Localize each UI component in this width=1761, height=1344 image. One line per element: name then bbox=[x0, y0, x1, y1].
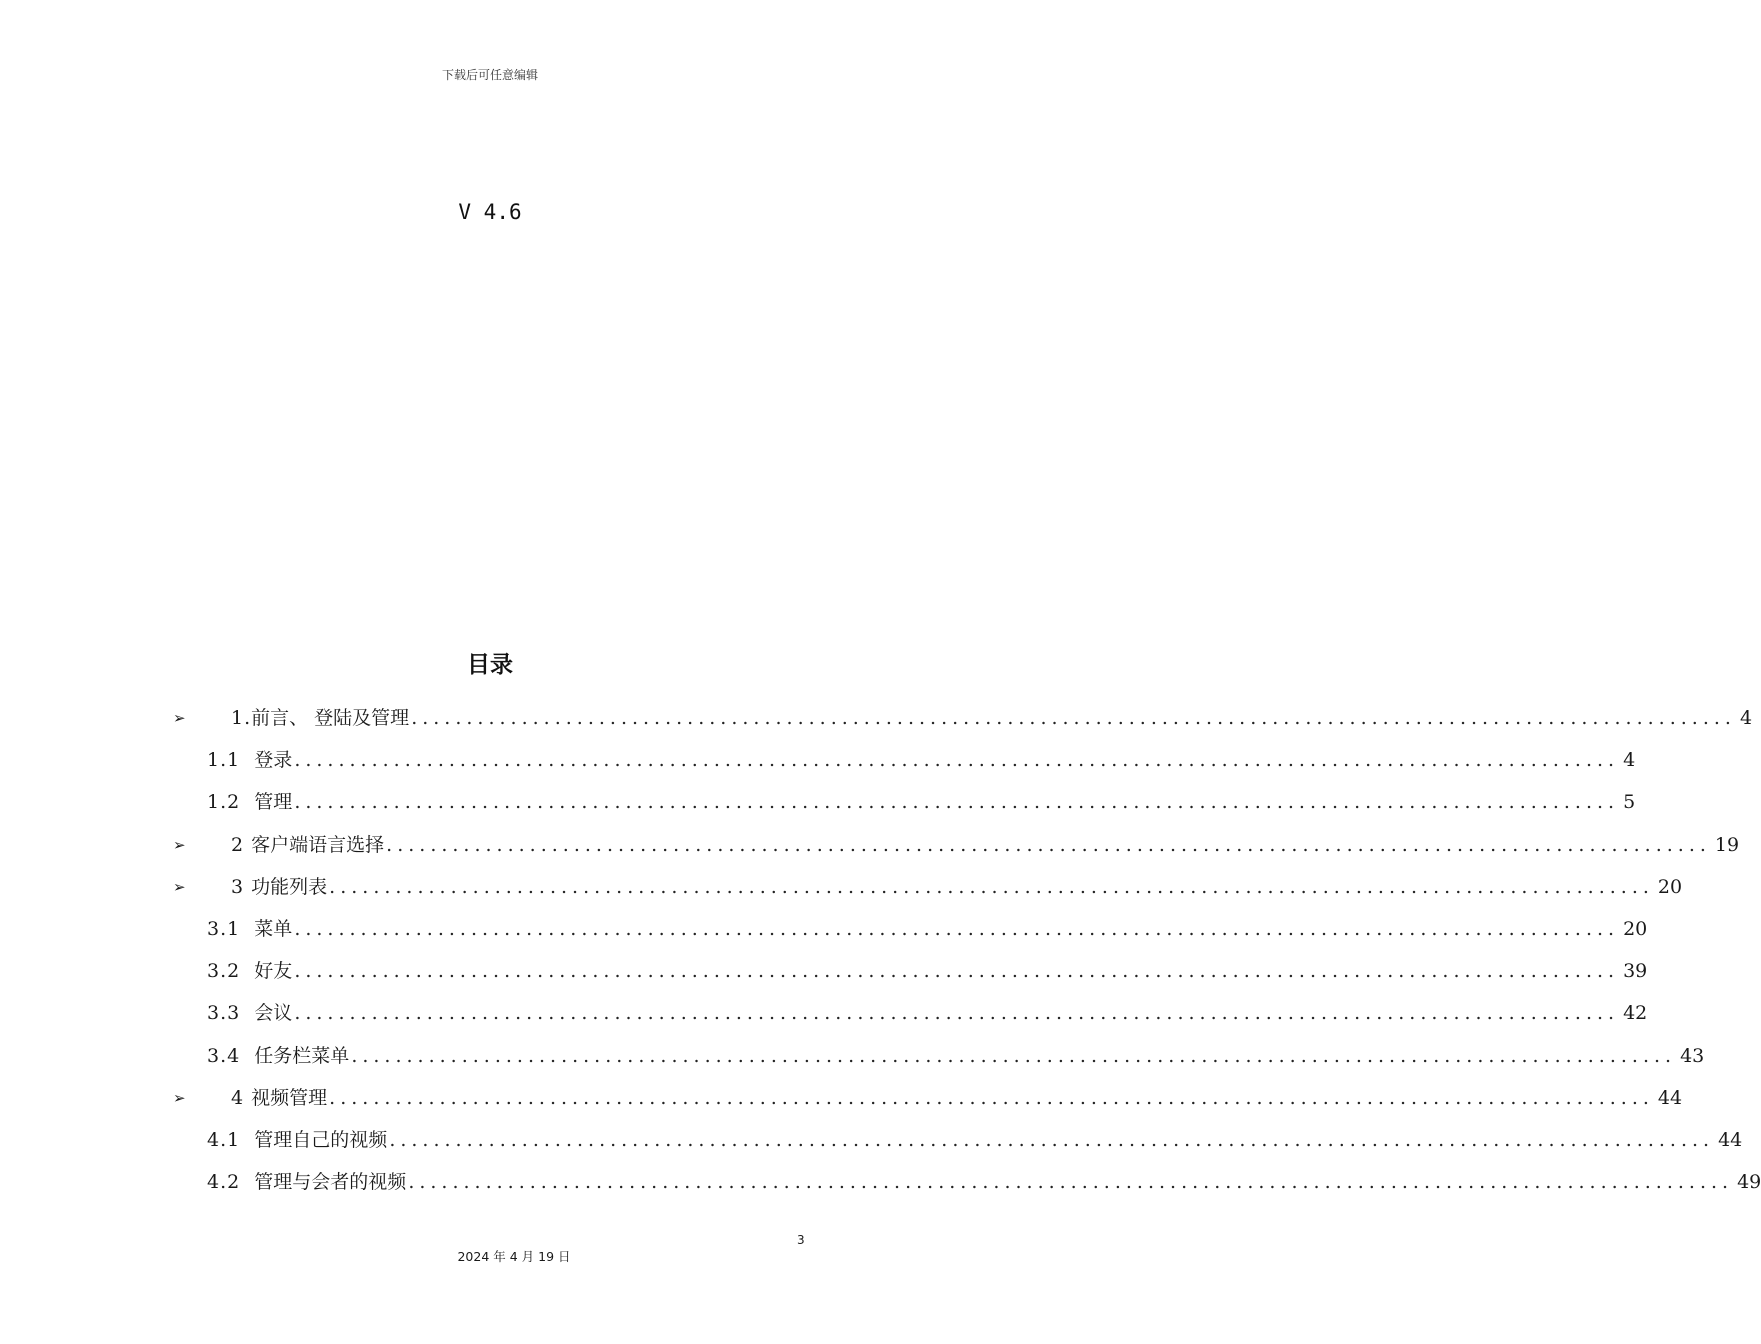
toc-entry-label: 视频管理 bbox=[251, 1086, 328, 1109]
bullet-arrow-icon: ➢ bbox=[173, 877, 186, 896]
toc-dot-leader: ........................................................................................................................ bbox=[411, 707, 1736, 729]
toc-entry[interactable] bbox=[207, 1036, 1705, 1076]
toc-entry-number: 4 bbox=[231, 1086, 252, 1109]
toc-entry-label: 管理 bbox=[254, 791, 293, 814]
toc-entry-page: 44 bbox=[1657, 1086, 1683, 1109]
toc-entry-label: 登录 bbox=[254, 749, 293, 772]
header-note: 下载后可任意编辑 bbox=[441, 68, 538, 82]
toc-entry-number: 4.1 bbox=[207, 1129, 255, 1151]
toc-entry-number: 3.1 bbox=[207, 918, 255, 940]
toc-entry-number: 3.4 bbox=[207, 1044, 255, 1067]
toc-entry-page: 44 bbox=[1718, 1129, 1743, 1151]
toc-entry-page: 20 bbox=[1657, 875, 1683, 898]
toc-entry[interactable] bbox=[207, 782, 1636, 822]
toc-entry-number: 4.2 bbox=[207, 1171, 255, 1194]
toc-entry-page: 19 bbox=[1714, 833, 1740, 856]
toc-title: 目录 bbox=[467, 652, 513, 678]
toc-entry-label: 会议 bbox=[254, 1002, 293, 1025]
toc-dot-leader: ........................................................................................................................ bbox=[408, 1171, 1734, 1194]
toc-entry-label: 任务栏菜单 bbox=[254, 1044, 350, 1067]
toc-entry-label: 客户端语言选择 bbox=[251, 833, 385, 856]
toc-entry-label: 前言、 登陆及管理 bbox=[251, 707, 410, 729]
toc-entry[interactable] bbox=[173, 867, 1683, 907]
page-number: 3 bbox=[797, 1233, 805, 1247]
toc-entry-page: 20 bbox=[1623, 918, 1648, 940]
toc-dot-leader: ........................................................................................................................ bbox=[294, 918, 1620, 940]
toc-entry[interactable] bbox=[207, 740, 1636, 780]
toc-dot-leader: ........................................................................................................................ bbox=[386, 833, 1711, 856]
toc-entry[interactable] bbox=[173, 1078, 1683, 1118]
toc-entry-page: 4 bbox=[1739, 707, 1753, 729]
toc-entry-number: 1.2 bbox=[207, 791, 255, 814]
toc-dot-leader: ........................................................................................................................ bbox=[389, 1129, 1715, 1151]
toc-entry-page: 43 bbox=[1680, 1044, 1705, 1067]
toc-entry[interactable] bbox=[207, 993, 1648, 1033]
toc-entry[interactable] bbox=[207, 1120, 1743, 1160]
toc-entry-page: 49 bbox=[1737, 1171, 1761, 1194]
toc-dot-leader: ........................................................................................................................ bbox=[351, 1044, 1677, 1067]
toc-entry-label: 管理与会者的视频 bbox=[254, 1171, 407, 1194]
footer-date: 2024 年 4 月 19 日 bbox=[457, 1249, 571, 1264]
toc-entry[interactable] bbox=[207, 951, 1648, 991]
toc-dot-leader: ........................................................................................................................ bbox=[329, 1086, 1654, 1109]
toc-entry[interactable] bbox=[173, 825, 1740, 865]
toc-entry-number: 2 bbox=[231, 833, 252, 856]
toc-entry-number: 1.1 bbox=[207, 749, 255, 772]
toc-entry-page: 4 bbox=[1623, 749, 1636, 772]
toc-entry-number: 1. bbox=[231, 707, 252, 729]
toc-entry[interactable] bbox=[207, 909, 1648, 949]
version-title: V 4.6 bbox=[458, 200, 522, 224]
toc-dot-leader: ........................................................................................................................ bbox=[294, 749, 1620, 772]
toc-entry-page: 39 bbox=[1623, 960, 1648, 983]
toc-entry-label: 菜单 bbox=[254, 918, 293, 940]
toc-dot-leader: ........................................................................................................................ bbox=[294, 960, 1620, 983]
toc-entry-number: 3.2 bbox=[207, 960, 255, 983]
toc-entry-number: 3 bbox=[231, 875, 252, 898]
toc-entry-label: 管理自己的视频 bbox=[254, 1129, 388, 1151]
bullet-arrow-icon: ➢ bbox=[173, 835, 186, 854]
toc-entry-label: 好友 bbox=[254, 960, 293, 983]
toc-entry[interactable] bbox=[173, 698, 1753, 738]
toc-entry-label: 功能列表 bbox=[251, 875, 328, 898]
toc-dot-leader: ........................................................................................................................ bbox=[294, 791, 1620, 814]
toc-dot-leader: ........................................................................................................................ bbox=[329, 875, 1654, 898]
toc-entry-number: 3.3 bbox=[207, 1002, 255, 1025]
toc-dot-leader: ........................................................................................................................ bbox=[294, 1002, 1620, 1025]
toc-entry-page: 5 bbox=[1623, 791, 1636, 814]
bullet-arrow-icon: ➢ bbox=[173, 1088, 186, 1107]
bullet-arrow-icon: ➢ bbox=[173, 709, 186, 727]
toc-entry[interactable] bbox=[207, 1162, 1761, 1202]
toc-entry-page: 42 bbox=[1623, 1002, 1648, 1025]
